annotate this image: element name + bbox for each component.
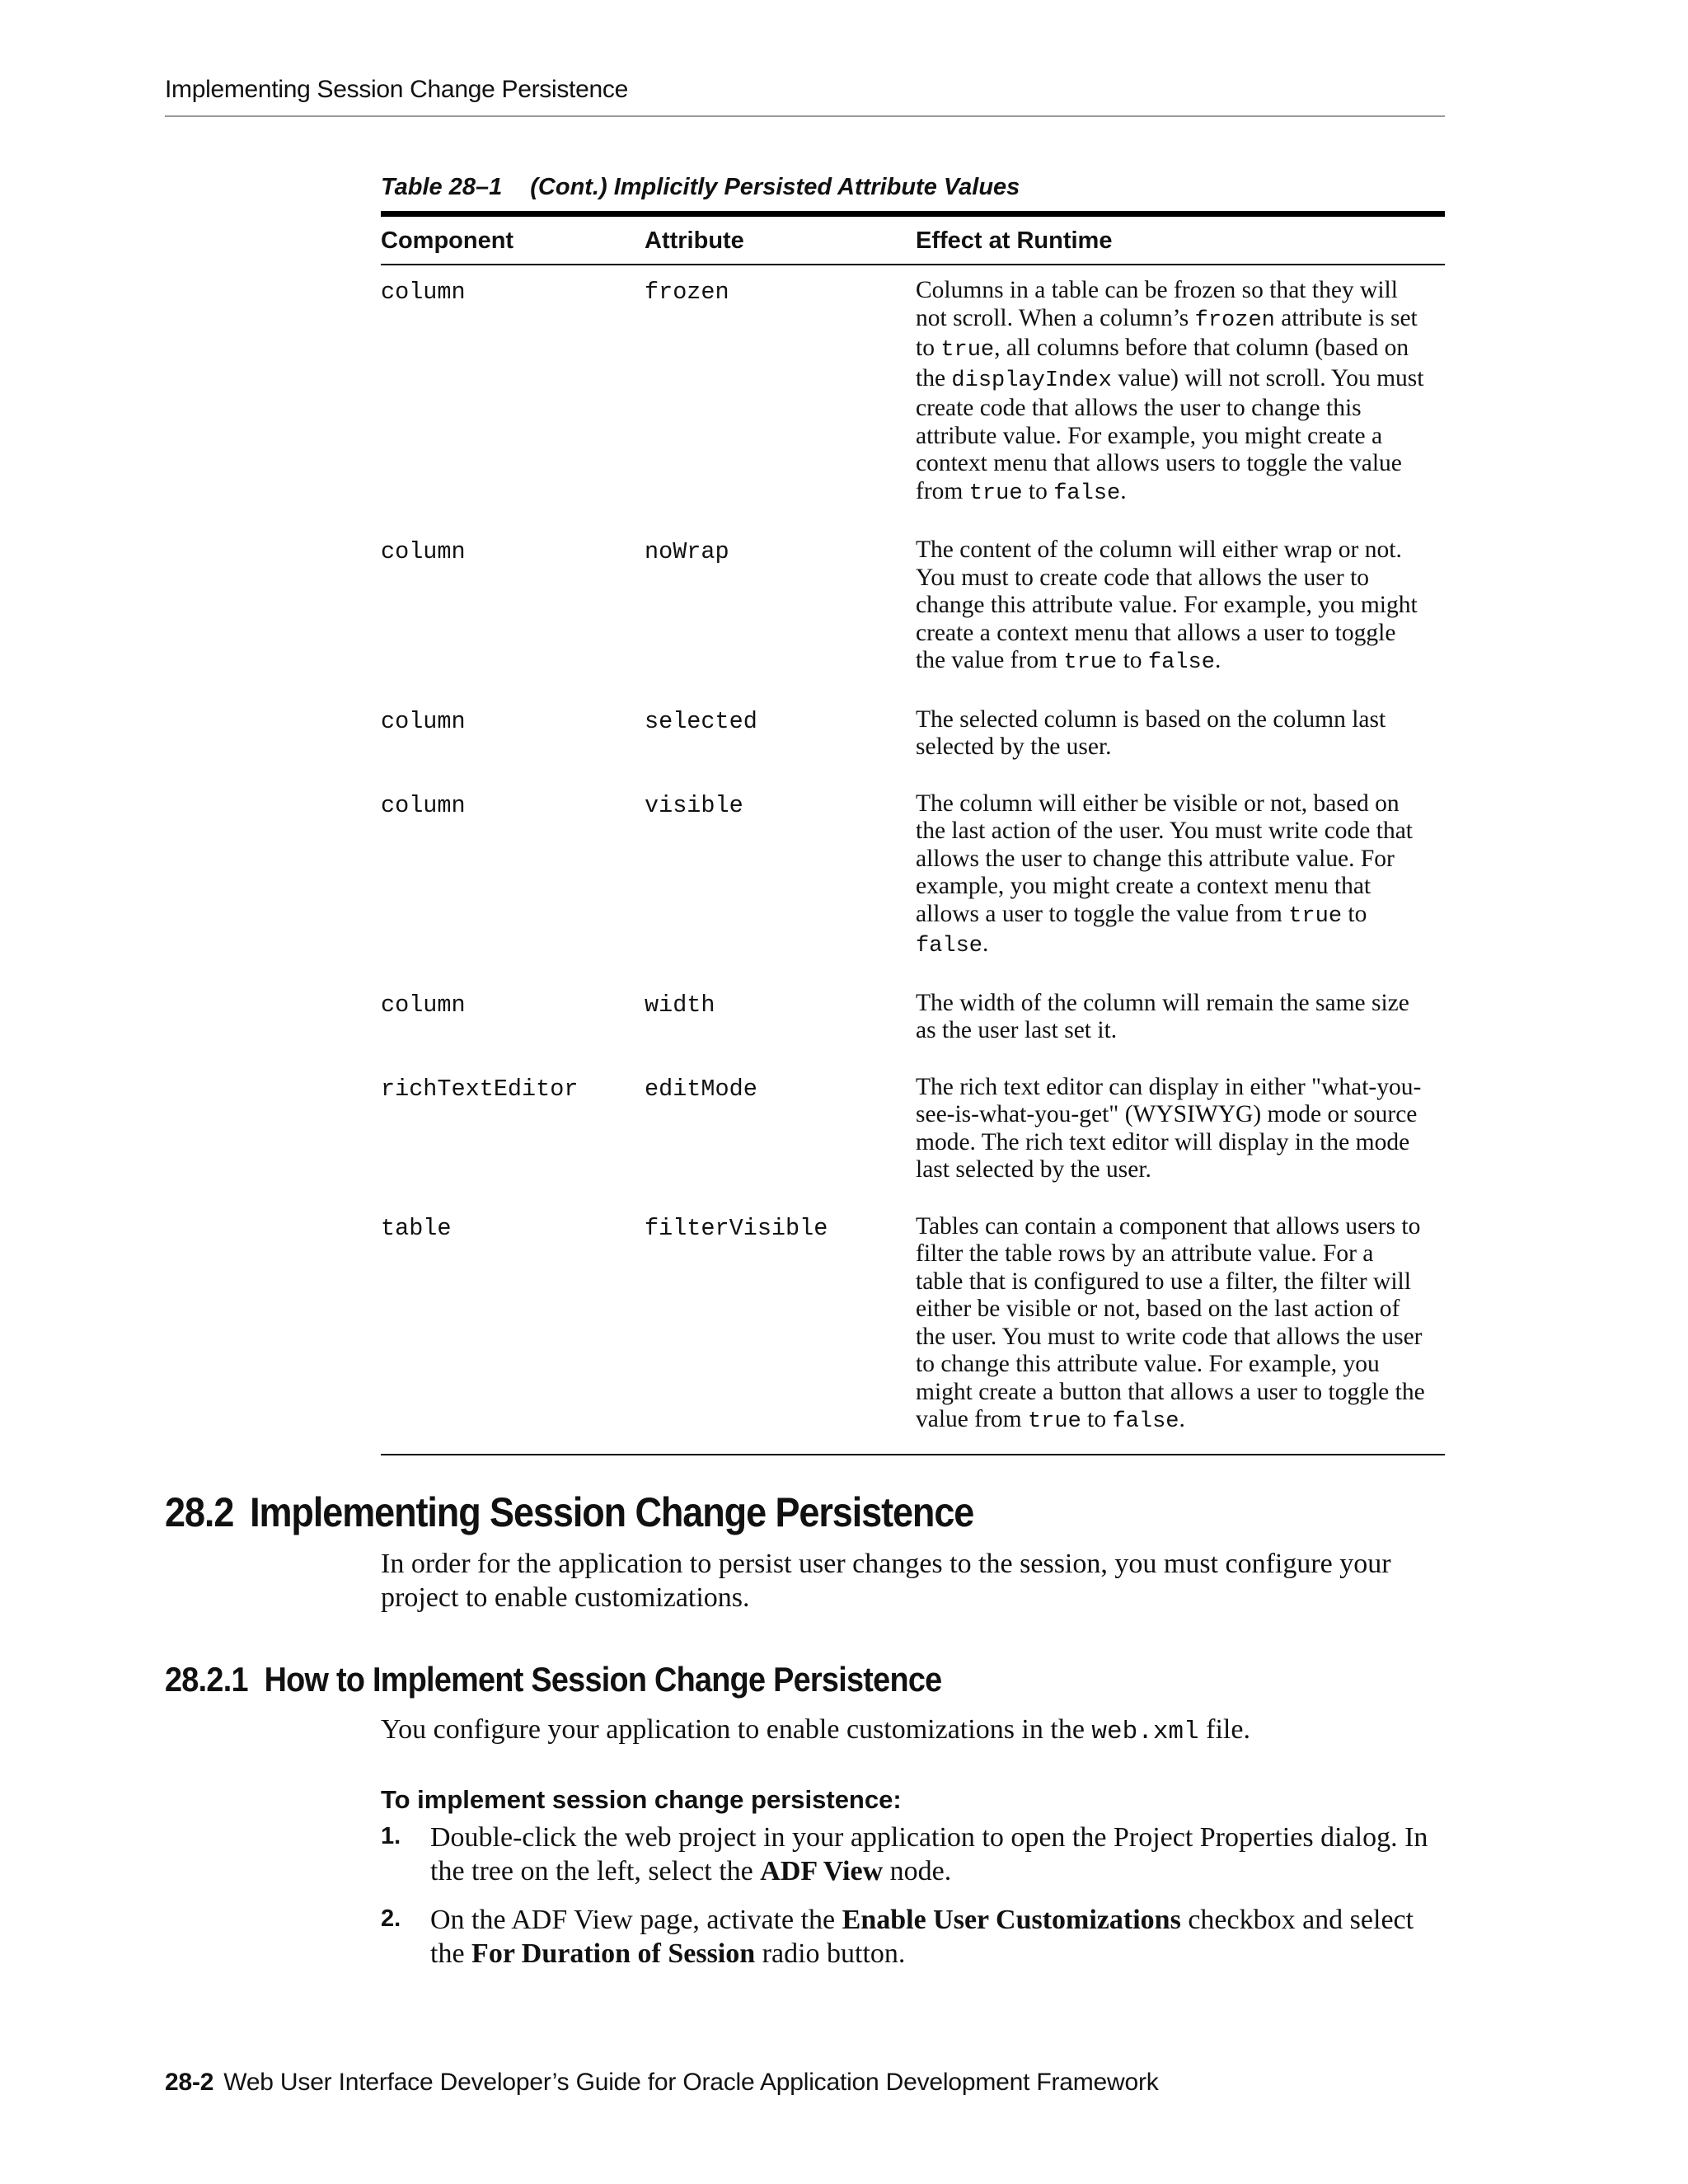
cell-component: column bbox=[381, 279, 466, 306]
subsection-number: 28.2.1 bbox=[165, 1660, 248, 1699]
section-number: 28.2 bbox=[165, 1489, 234, 1535]
section-heading bbox=[165, 1488, 973, 1536]
cell-attribute: frozen bbox=[645, 279, 729, 306]
table-caption-title: (Cont.) Implicitly Persisted Attribute Values bbox=[530, 174, 1020, 200]
cell-attribute: visible bbox=[645, 791, 743, 819]
step-text: Double-click the web project in your application to open the Project Properties dialog. In the tree on the left, select the ADF View node. bbox=[430, 1822, 1428, 1886]
cell-attribute: width bbox=[645, 991, 715, 1019]
cell-component: column bbox=[381, 538, 466, 565]
running-header: Implementing Session Change Persistence bbox=[165, 76, 628, 103]
header-attribute: Attribute bbox=[645, 227, 744, 254]
header-component: Component bbox=[381, 227, 514, 254]
section-title: Implementing Session Change Persistence bbox=[250, 1489, 974, 1535]
header-rule bbox=[165, 115, 1445, 117]
table-header-row bbox=[381, 217, 1445, 264]
table-caption-number: Table 28–1 bbox=[381, 174, 503, 200]
table-row bbox=[381, 265, 1445, 525]
step-number: 1. bbox=[381, 1823, 401, 1849]
subsection-title: How to Implement Session Change Persistence bbox=[264, 1660, 942, 1699]
para-text: You configure your application to enable customizations in the bbox=[381, 1714, 1092, 1745]
table-caption bbox=[381, 174, 1020, 201]
cell-component: column bbox=[381, 707, 466, 735]
subsection-heading bbox=[165, 1660, 941, 1699]
attribute-table bbox=[381, 211, 1445, 1455]
cell-effect: The content of the column will either wrap or not. You must to create code that allows the user to change this attribute value. For example, you might create a context menu that allows a user to toggle the value from true to false. bbox=[916, 537, 1418, 675]
table-row bbox=[381, 695, 1445, 779]
cell-attribute: noWrap bbox=[645, 538, 729, 565]
para-code: web.xml bbox=[1091, 1718, 1199, 1746]
table-row bbox=[381, 779, 1445, 978]
section-intro: In order for the application to persist user changes to the session, you must configure your project to enable customizations. bbox=[381, 1549, 1391, 1613]
table-row bbox=[381, 525, 1445, 695]
cell-effect: Tables can contain a component that allows users to filter the table rows by an attribute value. For a table that is configured to use a filter, the filter will either be visible or not, based on the last action of the user. You must to write code that allows the user to change this attribute value. For example, you might create a button that allows a user to toggle the value from true to false. bbox=[916, 1212, 1425, 1434]
cell-component: table bbox=[381, 1214, 452, 1242]
cell-effect: The width of the column will remain the same size as the user last set it. bbox=[916, 989, 1409, 1043]
procedure-step bbox=[381, 1903, 1452, 1971]
cell-effect: Columns in a table can be frozen so that they will not scroll. When a column’s frozen attribute is set to true, all columns before that column (based on the displayIndex value) will not scroll. You must create code that allows the user to change this attribute value. For example, you might create a context menu that allows users to toggle the value from true to false. bbox=[916, 277, 1424, 506]
para-text: file. bbox=[1198, 1714, 1250, 1745]
table-row bbox=[381, 1062, 1445, 1202]
step-text: On the ADF View page, activate the Enable User Customizations checkbox and select the For Duration of Session radio button. bbox=[430, 1905, 1414, 1969]
page-number: 28-2 bbox=[165, 2069, 214, 2096]
cell-component: column bbox=[381, 791, 466, 819]
cell-attribute: filterVisible bbox=[645, 1214, 828, 1242]
table-row bbox=[381, 978, 1445, 1062]
cell-attribute: selected bbox=[645, 707, 757, 735]
subsection-paragraph bbox=[381, 1713, 1452, 1749]
table-bottom-rule bbox=[381, 1454, 1445, 1455]
cell-attribute: editMode bbox=[645, 1075, 757, 1103]
header-effect: Effect at Runtime bbox=[916, 227, 1113, 254]
step-number: 2. bbox=[381, 1905, 401, 1932]
page-footer bbox=[165, 2069, 1159, 2097]
cell-effect: The selected column is based on the column last selected by the user. bbox=[916, 705, 1386, 760]
table-body bbox=[381, 265, 1445, 1454]
table-top-rule bbox=[381, 211, 1445, 217]
cell-component: richTextEditor bbox=[381, 1075, 579, 1103]
book-title: Web User Interface Developer’s Guide for Oracle Application Development Framework bbox=[223, 2069, 1159, 2096]
table-row bbox=[381, 1202, 1445, 1454]
procedure-step bbox=[381, 1821, 1452, 1888]
cell-component: column bbox=[381, 991, 466, 1019]
procedure-title: To implement session change persistence: bbox=[381, 1785, 902, 1814]
cell-effect: The column will either be visible or not, based on the last action of the user. You must write code that allows the user to change this attribute value. For example, you might create a context menu that allows a user to toggle the value from true to false. bbox=[916, 790, 1414, 958]
cell-effect: The rich text editor can display in either "what-you-see-is-what-you-get" (WYSIWYG) mode or source mode. The rich text editor will display in the mode last selected by the user. bbox=[916, 1073, 1422, 1183]
